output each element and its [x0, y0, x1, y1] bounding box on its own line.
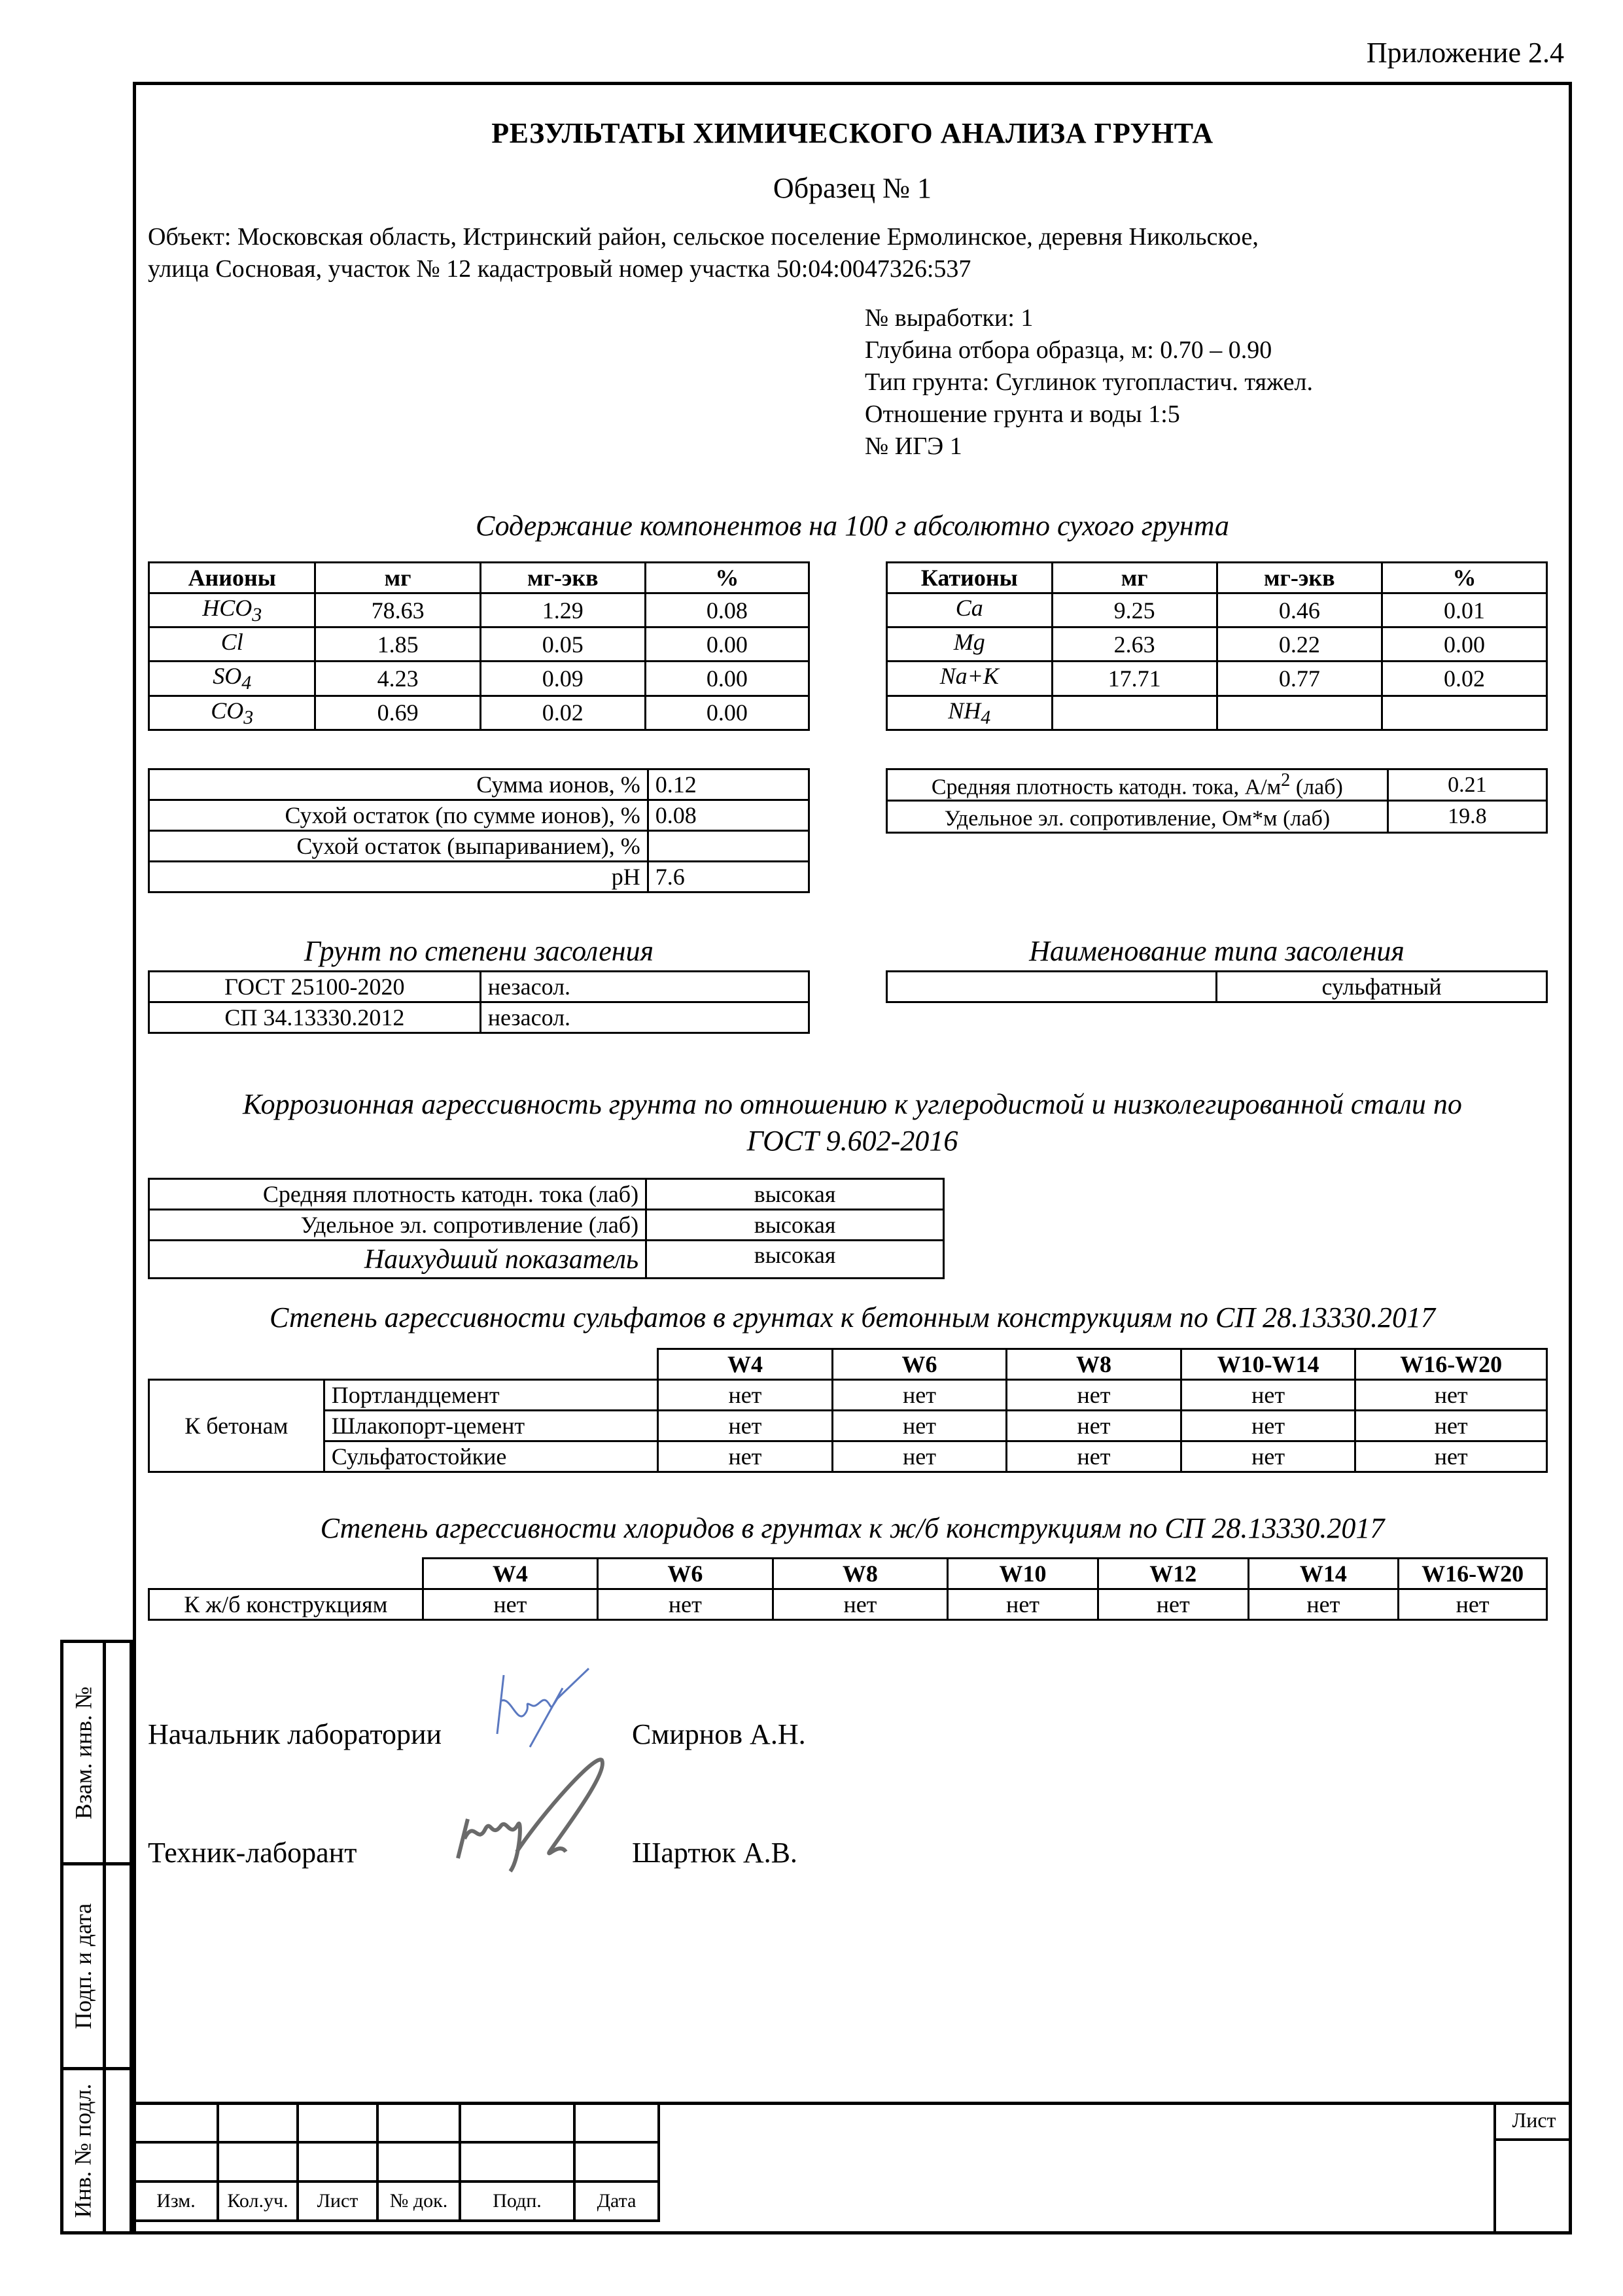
ion-name: Ca	[887, 593, 1053, 627]
table-row	[134, 2103, 659, 2142]
aggr-value: нет	[423, 1589, 598, 1620]
aggr-value: нет	[658, 1380, 833, 1411]
col-label: Дата	[574, 2181, 659, 2221]
aggr-value: нет	[773, 1589, 948, 1620]
pct-value: 0.08	[645, 593, 809, 627]
salinity-table	[148, 970, 810, 1034]
aggr-value: нет	[1399, 1589, 1547, 1620]
table-row	[149, 769, 809, 800]
table-row	[149, 800, 809, 831]
col-header: W4	[423, 1559, 598, 1589]
table-row	[887, 801, 1547, 832]
pct-value: 0.00	[645, 627, 809, 662]
col-label: Кол.уч.	[218, 2181, 298, 2221]
sulfates-table	[148, 1348, 1548, 1473]
table-row	[134, 2142, 659, 2181]
mgeq-value: 0.02	[480, 696, 645, 730]
pct-value: 0.00	[1382, 627, 1546, 662]
salinity-value: незасол.	[480, 972, 809, 1002]
electro-label: Средняя плотность катодн. тока, $А/м^2$ (лаб)	[887, 769, 1388, 801]
summary-table	[148, 768, 810, 893]
chlorides-heading: Степень агрессивности хлоридов в грунтах к ж/б конструкциям по СП 28.13330.2017	[320, 1512, 1385, 1544]
corrosion-table	[148, 1178, 945, 1279]
mgeq-value: 1.29	[480, 593, 645, 627]
cations-header-row	[887, 563, 1547, 593]
table-row	[149, 1380, 1547, 1411]
pct-value: 0.01	[1382, 593, 1546, 627]
worst-indicator-label: Наихудший показатель	[149, 1241, 646, 1279]
summary-label: Сухой остаток (выпариванием), %	[149, 831, 648, 862]
col-label: Лист	[298, 2181, 377, 2221]
col-header: мг-экв	[1217, 563, 1382, 593]
col-header: W16-W20	[1355, 1349, 1547, 1380]
mgeq-value: 0.46	[1217, 593, 1382, 627]
aggr-value: нет	[1181, 1380, 1355, 1411]
table-row	[149, 627, 809, 662]
side-stamp	[60, 1640, 133, 2234]
col-header: %	[1382, 563, 1546, 593]
anions-header-row	[149, 563, 809, 593]
ion-name: $CO_3$	[149, 696, 315, 730]
mgeq-value	[1217, 696, 1382, 730]
ion-name: $HCO_3$	[149, 593, 315, 627]
table-row	[149, 1411, 1547, 1441]
summary-value: 7.6	[648, 862, 809, 892]
aggr-value: нет	[658, 1411, 833, 1441]
ion-name: Mg	[887, 627, 1053, 662]
revision-table	[133, 2102, 660, 2222]
aggr-value: нет	[598, 1589, 773, 1620]
aggr-value: нет	[1355, 1380, 1547, 1411]
cement-type: Шлакопорт-цемент	[324, 1411, 657, 1441]
table-row	[887, 696, 1547, 730]
col-header: мг	[315, 563, 480, 593]
aggr-value: нет	[832, 1380, 1007, 1411]
col-header: W6	[832, 1349, 1007, 1380]
group-label: К бетонам	[149, 1380, 324, 1472]
salinity-type-value: сульфатный	[1217, 972, 1547, 1002]
table-row	[149, 831, 809, 862]
object-line-1: Объект: Московская область, Истринский район, сельское поселение Ермолинское, деревня Никольское,	[148, 223, 1259, 251]
name-head-of-lab: Смирнов А.Н.	[632, 1718, 806, 1750]
role-head-of-lab: Начальник лаборатории	[148, 1718, 442, 1750]
aggr-value: нет	[1181, 1441, 1355, 1472]
aggr-value: нет	[1098, 1589, 1248, 1620]
pct-value	[1382, 696, 1546, 730]
table-row	[149, 696, 809, 730]
mgeq-value: 0.22	[1217, 627, 1382, 662]
col-header: W8	[1007, 1349, 1181, 1380]
soil-type: Тип грунта: Суглинок тугопластич. тяжел.	[865, 368, 1314, 396]
table-row	[149, 662, 809, 696]
electro-table	[886, 768, 1548, 834]
summary-value: 0.08	[648, 800, 809, 831]
ion-name: $NH_4$	[887, 696, 1053, 730]
col-header: мг	[1052, 563, 1217, 593]
table-row	[149, 1441, 1547, 1472]
electro-value: 19.8	[1387, 801, 1546, 832]
col-header: Анионы	[149, 563, 315, 593]
title-block	[133, 2102, 1572, 2234]
side-label: Инв. № подл.	[70, 2083, 96, 2218]
aggr-value: нет	[1355, 1411, 1547, 1441]
sample-depth: Глубина отбора образца, м: 0.70 – 0.90	[865, 336, 1272, 364]
summary-label: Сумма ионов, %	[149, 769, 648, 800]
table-row	[149, 972, 809, 1002]
mg-value: 17.71	[1052, 662, 1217, 696]
summary-label: Сухой остаток (по сумме ионов), %	[149, 800, 648, 831]
mg-value: 1.85	[315, 627, 480, 662]
corrosion-label: Средняя плотность катодн. тока (лаб)	[149, 1179, 646, 1210]
col-label: Изм.	[134, 2181, 218, 2221]
table-row	[149, 1179, 944, 1210]
sample-number: Образец № 1	[773, 172, 932, 204]
col-header: W16-W20	[1399, 1559, 1547, 1589]
salinity-standard: СП 34.13330.2012	[149, 1002, 481, 1033]
table-row	[887, 627, 1547, 662]
table-row	[149, 1241, 944, 1279]
side-label: Взам. инв. №	[70, 1686, 96, 1819]
pct-value: 0.00	[645, 696, 809, 730]
table-row	[887, 972, 1547, 1002]
summary-value	[648, 831, 809, 862]
chlorides-header-row	[149, 1559, 1547, 1589]
corrosion-value: высокая	[646, 1179, 944, 1210]
col-header: W14	[1248, 1559, 1399, 1589]
summary-label: pH	[149, 862, 648, 892]
ige-number: № ИГЭ 1	[865, 433, 962, 460]
col-header: W8	[773, 1559, 948, 1589]
sulfates-header-row	[149, 1349, 1547, 1380]
col-header: Катионы	[887, 563, 1053, 593]
soil-water-ratio: Отношение грунта и воды 1:5	[865, 400, 1180, 428]
aggr-value: нет	[1181, 1411, 1355, 1441]
side-label: Подп. и дата	[70, 1903, 97, 2030]
document-title: РЕЗУЛЬТАТЫ ХИМИЧЕСКОГО АНАЛИЗА ГРУНТА	[491, 117, 1213, 149]
side-cell	[60, 1862, 133, 2070]
object-address	[148, 221, 1522, 285]
empty-corner	[149, 1349, 658, 1380]
mg-value: 9.25	[1052, 593, 1217, 627]
col-header: W12	[1098, 1559, 1248, 1589]
table-row	[887, 662, 1547, 696]
table-row	[887, 593, 1547, 627]
mgeq-value: 0.05	[480, 627, 645, 662]
col-header: W4	[658, 1349, 833, 1380]
table-row	[149, 1210, 944, 1241]
sulfates-heading: Степень агрессивности сульфатов в грунтах к бетонным конструкциям по СП 28.13330.2017	[269, 1301, 1436, 1333]
mgeq-value: 0.09	[480, 662, 645, 696]
electro-value: 0.21	[1387, 769, 1546, 801]
aggr-value: нет	[1007, 1441, 1181, 1472]
ion-name: Na+K	[887, 662, 1053, 696]
sheet-label: Лист	[1496, 2102, 1572, 2141]
table-row	[887, 769, 1547, 801]
aggr-value: нет	[948, 1589, 1098, 1620]
aggr-value: нет	[832, 1411, 1007, 1441]
cations-table	[886, 561, 1548, 731]
appendix-label: Приложение 2.4	[1366, 37, 1564, 69]
aggr-value: нет	[1355, 1441, 1547, 1472]
aggr-value: нет	[1248, 1589, 1399, 1620]
col-header: W10-W14	[1181, 1349, 1355, 1380]
object-line-2: улица Сосновая, участок № 12 кадастровый номер участка 50:04:0047326:537	[148, 255, 971, 283]
sample-meta	[865, 302, 1313, 463]
aggr-value: нет	[658, 1441, 833, 1472]
sheet-box	[1493, 2102, 1572, 2234]
name-lab-technician: Шартюк А.В.	[632, 1837, 797, 1869]
table-row	[149, 1589, 1547, 1620]
cement-type: Сульфатостойкие	[324, 1441, 657, 1472]
mg-value: 4.23	[315, 662, 480, 696]
summary-value: 0.12	[648, 769, 809, 800]
corrosion-label: Удельное эл. сопротивление (лаб)	[149, 1210, 646, 1241]
salinity-heading: Грунт по степени засоления	[304, 935, 654, 967]
aggr-value: нет	[832, 1441, 1007, 1472]
anions-table	[148, 561, 810, 731]
corrosion-value: высокая	[646, 1210, 944, 1241]
corrosion-heading	[133, 1086, 1572, 1159]
corrosion-heading-line-2: ГОСТ 9.602-2016	[746, 1125, 958, 1157]
salinity-value: незасол.	[480, 1002, 809, 1033]
worst-indicator-value: высокая	[646, 1241, 944, 1279]
side-cell	[60, 2067, 133, 2234]
row-label: К ж/б конструкциям	[149, 1589, 423, 1620]
table-row	[134, 2181, 659, 2221]
mgeq-value: 0.77	[1217, 662, 1382, 696]
electro-label: Удельное эл. сопротивление, Ом*м (лаб)	[887, 801, 1388, 832]
mg-value: 78.63	[315, 593, 480, 627]
signature-icon	[484, 1662, 615, 1754]
empty-corner	[149, 1559, 423, 1589]
col-label: № док.	[377, 2181, 460, 2221]
salinity-standard: ГОСТ 25100-2020	[149, 972, 481, 1002]
salinity-type-left	[887, 972, 1217, 1002]
cement-type: Портландцемент	[324, 1380, 657, 1411]
table-row	[149, 1002, 809, 1033]
role-lab-technician: Техник-лаборант	[148, 1837, 357, 1869]
aggr-value: нет	[1007, 1411, 1181, 1441]
ion-name: Cl	[149, 627, 315, 662]
col-label: Подп.	[460, 2181, 574, 2221]
side-cell	[60, 1640, 133, 1865]
ion-name: $SO_4$	[149, 662, 315, 696]
corrosion-heading-line-1: Коррозионная агрессивность грунта по отношению к углеродистой и низколегированной стали по	[243, 1088, 1462, 1120]
pct-value: 0.02	[1382, 662, 1546, 696]
mg-value: 2.63	[1052, 627, 1217, 662]
col-header: мг-экв	[480, 563, 645, 593]
chlorides-table	[148, 1557, 1548, 1621]
components-heading: Содержание компонентов на 100 г абсолютно сухого грунта	[475, 510, 1230, 542]
col-header: W10	[948, 1559, 1098, 1589]
col-header: %	[645, 563, 809, 593]
salinity-type-heading: Наименование типа засоления	[1029, 935, 1405, 967]
mg-value	[1052, 696, 1217, 730]
table-row	[149, 862, 809, 892]
mg-value: 0.69	[315, 696, 480, 730]
salinity-type-table	[886, 970, 1548, 1003]
aggr-value: нет	[1007, 1380, 1181, 1411]
borehole-number: № выработки: 1	[865, 304, 1034, 332]
signature-icon	[445, 1754, 628, 1878]
col-header: W6	[598, 1559, 773, 1589]
table-row	[149, 593, 809, 627]
pct-value: 0.00	[645, 662, 809, 696]
